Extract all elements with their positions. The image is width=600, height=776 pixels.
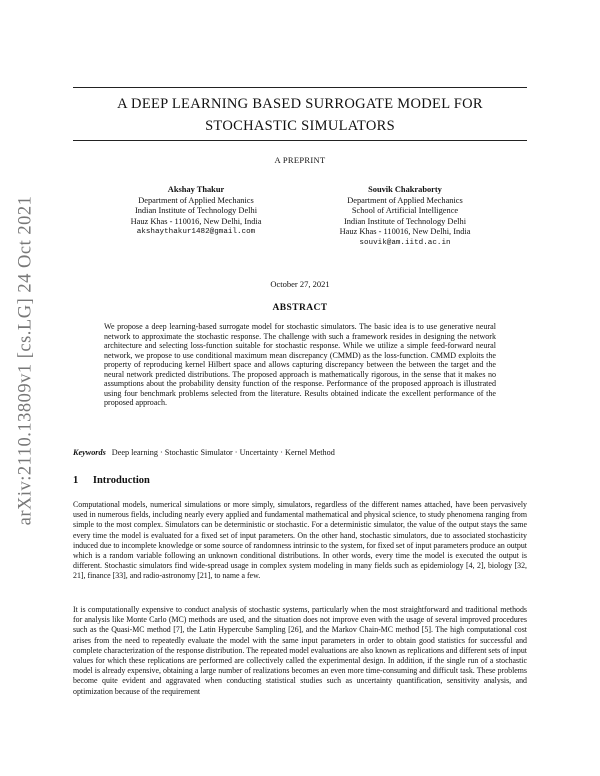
author-department: Department of Applied Mechanics [138, 195, 254, 205]
author-department: Department of Applied Mechanics [347, 195, 463, 205]
abstract-heading: ABSTRACT [272, 303, 328, 313]
section-title: Introduction [92, 475, 150, 486]
author-address: Hauz Khas - 110016, New Delhi, India [339, 227, 471, 237]
paper-date: October 27, 2021 [270, 279, 330, 289]
preprint-label: A PREPRINT [274, 155, 326, 165]
author-email: souvik@am.iitd.ac.in [359, 238, 451, 247]
keywords-label: Keywords [73, 448, 106, 457]
paper-title-line-2: STOCHASTIC SIMULATORS [205, 118, 395, 134]
author-name: Souvik Chakraborty [368, 185, 442, 194]
title-rule-top [73, 87, 527, 88]
arxiv-identifier [12, 160, 40, 560]
author-block-1 [96, 185, 296, 238]
author-email: akshaythakur1482@gmail.com [136, 228, 256, 237]
section-number: 1 [73, 475, 79, 486]
keywords-text: Deep learning · Stochastic Simulator · Uncertainty · Kernel Method [111, 448, 335, 457]
paper-title-line-1: A DEEP LEARNING BASED SURROGATE MODEL FOR [117, 96, 483, 112]
author-name: Akshay Thakur [167, 185, 225, 194]
abstract-text: We propose a deep learning-based surrogate model for stochastic simulators. The basic idea is to use generative neural network to approximate the stochastic response. The challenge with such a framework resides in designing the network architecture and selecting loss-function suitable for stochastic response. While we utilize a simple feed-forward neural network, we propose to use conditional maximum mean discrepancy (CMMD) as the loss-function. CMMD exploits the property of reproducing kernel Hilbert space and allows capturing discrepancy between the between the target and the neural network predicted distributions. The proposed approach is mathematically rigorous, in the sense that it makes no assumptions about the probability density function of the response. Performance of the proposed approach is illustrated using four benchmark problems selected from the literature. Results obtained indicate the excellent performance of the proposed approach. [104, 322, 496, 407]
keywords-line [73, 448, 527, 458]
author-block-2 [305, 185, 505, 249]
title-rule-bottom [73, 140, 527, 141]
body-paragraph: It is computationally expensive to conduct analysis of stochastic systems, particularly when the most straightforward and traditional methods for analysis like Monte Carlo (MC) methods are used, and the situation does not improve even with the usage of several improved procedures such as the Quasi-MC method [7], the Latin Hypercube Sampling [26], and the Markov Chain-MC method [5]. The high computational cost arises from the need to repeatedly evaluate the model with the same input parameters in order to obtain good statistics for successful and complete characterization of the response distribution. The repeated model evaluations are also known as replications and different sets of input values for which these replications are performed are collectively called the experimental design. In addition, if the single run of a stochastic model is already expensive, obtaining a large number of realizations becomes an even more time-consuming and difficult task. These problems become quite evident and aggravated when conducting statistical studies such as uncertainty quantification, sensitivity analysis, and optimization because of the requirement [73, 605, 527, 696]
author-institute: Indian Institute of Technology Delhi [343, 216, 467, 226]
author-address: Hauz Khas - 110016, New Delhi, India [130, 216, 262, 226]
section-heading [73, 475, 527, 486]
author-school: School of Artificial Intelligence [351, 206, 459, 216]
body-paragraph: Computational models, numerical simulations or more simply, simulators, regardless of the different names attached, have been pervasively used in numerous fields, including nearly every applied and fundamental mathematical and physical science, to study phenomena ranging from simple to the most complex. Simulators can be deterministic or stochastic. For a deterministic simulator, the value of the output stays the same every time the model is evaluated for a fixed set of input parameters. On the other hand, stochastic simulators, due to associated stochasticity induced due to incomplete knowledge or some source of randomness intrinsic to the system, for fixed set of input parameters produce an output which is a random variable following an unknown conditional distributions. In other words, every time the model is executed the output is different. Stochastic simulators find wide-spread usage in complex system modeling in many fields such as epidemiology [4, 2], biology [32, 21], finance [33], and radio-astronomy [21], to name a few. [73, 500, 527, 581]
author-institute: Indian Institute of Technology Delhi [134, 206, 258, 216]
arxiv-identifier-text: arXiv:2110.13809v1 [cs.LG] 24 Oct 2021 [15, 195, 36, 525]
